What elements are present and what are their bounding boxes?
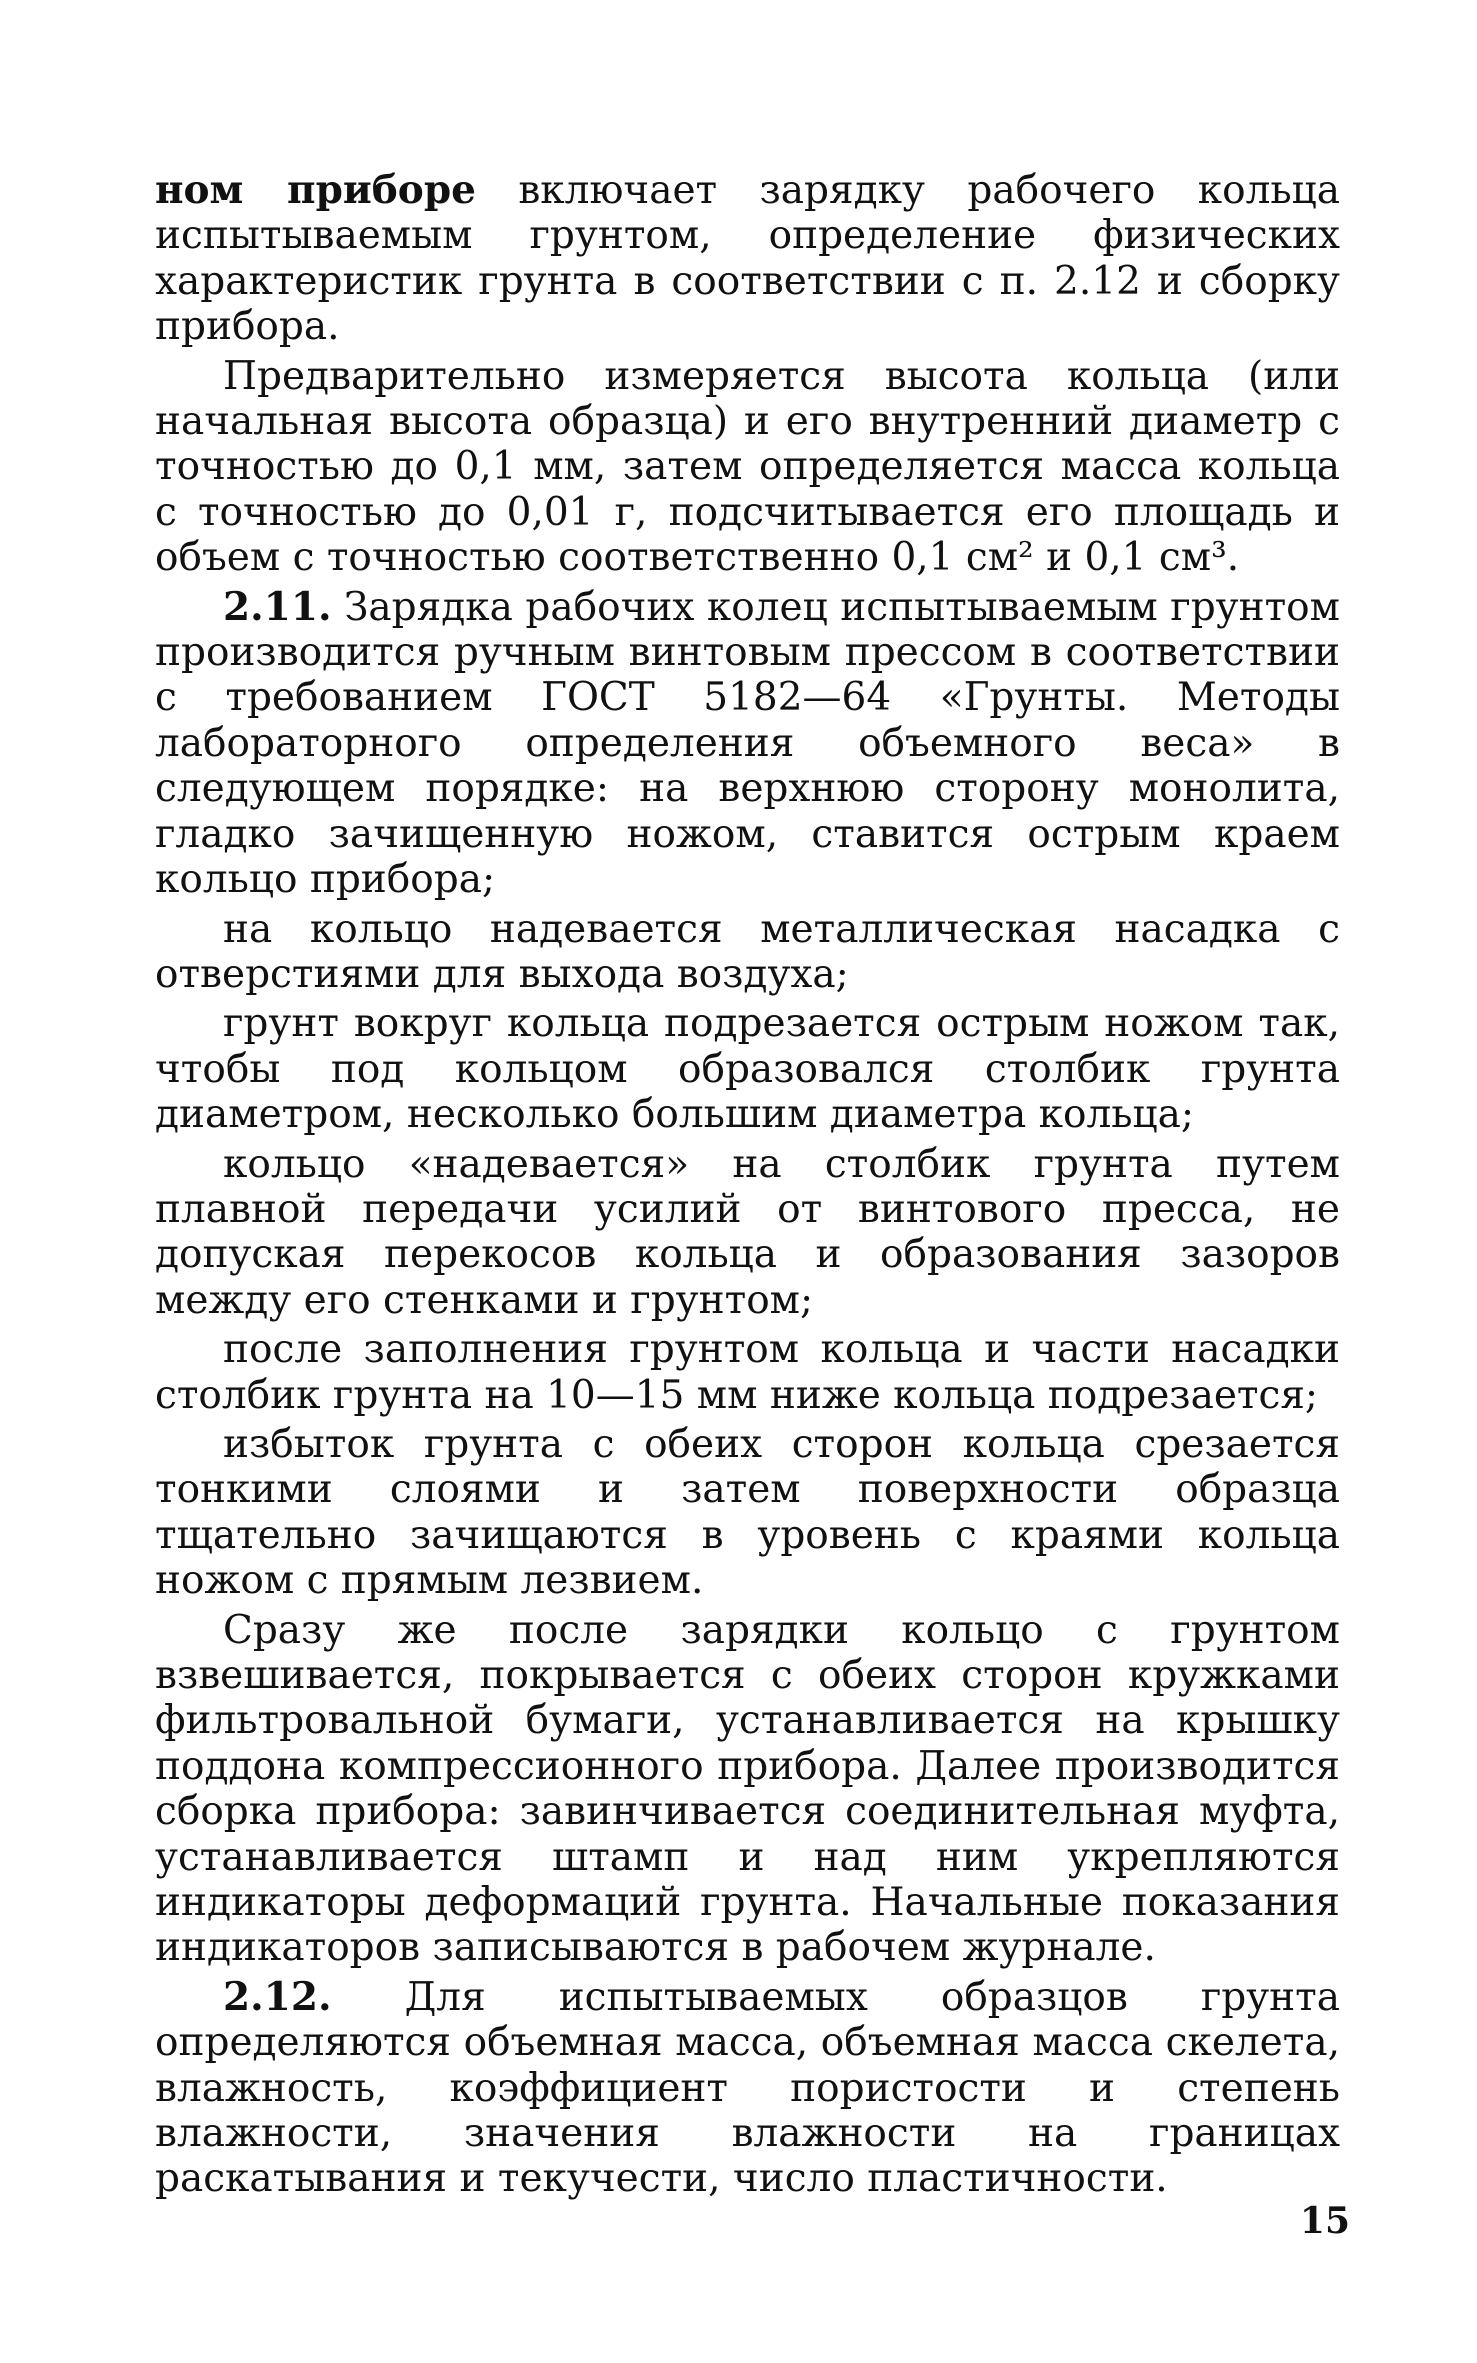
paragraph-text: Для испытываемых образцов грунта определяются объемная масса, объемная масса скелета, влажность, коэффициент пористости и степень влажности, значения влажности на границах раскатывания и текучести, число пластичности. <box>155 1974 1340 2202</box>
paragraph-8 <box>155 1422 1340 1604</box>
paragraph-2 <box>155 354 1340 581</box>
paragraph-text: кольцо «надевается» на столбик грунта путем плавной передачи усилий от винтового пресса, не допуская перекосов кольца и образования зазоров между его стенками и грунтом; <box>155 1141 1340 1323</box>
paragraph-5 <box>155 1001 1340 1137</box>
section-number: 2.11. <box>223 583 332 630</box>
section-2-12 <box>155 1975 1340 2202</box>
paragraph-text: Предварительно измеряется высота кольца (или начальная высота образца) и его внутренний диаметр с точностью до 0,1 мм, затем определяется масса кольца с точностью до 0,01 г, подсчитывается его площадь и объем с точностью соответственно 0,1 см² и 0,1 см³. <box>155 353 1340 581</box>
paragraph-text: Зарядка рабочих колец испытываемым грунтом производится ручным винтовым прессом в соответствии с требованием ГОСТ 5182—64 «Грунты. Методы лабораторного определения объемного веса» в следующем порядке: на верхнюю сторону монолита, гладко зачищенную ножом, ставится острым краем кольцо прибора; <box>155 584 1340 903</box>
section-2-11 <box>155 585 1340 903</box>
document-page <box>155 168 1340 2318</box>
paragraph-lead: ном приборе <box>155 167 476 213</box>
paragraph-text: избыток грунта с обеих сторон кольца срезается тонкими слоями и затем поверхности образца тщательно зачищаются в уровень с краями кольца ножом с прямым лезвием. <box>155 1421 1340 1604</box>
paragraph-text: Сразу же после зарядки кольцо с грунтом взвешивается, покрывается с обеих сторон кружками фильтровальной бумаги, устанавливается на крышку поддона компрессионного прибора. Далее производится сборка прибора: завинчивается соединительная муфта, устанавливается штамп и над ним укрепляются индикаторы деформаций грунта. Начальные показания индикаторов записываются в рабочем журнале. <box>155 1607 1340 1971</box>
paragraph-text: после заполнения грунтом кольца и части насадки столбик грунта на 10—15 мм ниже кольца подрезается; <box>155 1327 1340 1418</box>
paragraph-1 <box>155 168 1340 350</box>
paragraph-7 <box>155 1327 1340 1418</box>
paragraph-9 <box>155 1608 1340 1971</box>
page-number: 15 <box>1299 2200 1350 2242</box>
paragraph-text: включает зарядку рабочего кольца испытываемым грунтом, определение физических характеристик грунта в соответствии с п. 2.12 и сборку прибора. <box>155 168 1340 350</box>
paragraph-text: на кольцо надевается металлическая насадка с отверстиями для выхода воздуха; <box>155 906 1340 997</box>
section-number: 2.12. <box>223 1973 332 2020</box>
paragraph-text: грунт вокруг кольца подрезается острым ножом так, чтобы под кольцом образовался столбик грунта диаметром, несколько большим диаметра кольца; <box>155 1001 1340 1138</box>
paragraph-4 <box>155 907 1340 998</box>
paragraph-6 <box>155 1142 1340 1324</box>
